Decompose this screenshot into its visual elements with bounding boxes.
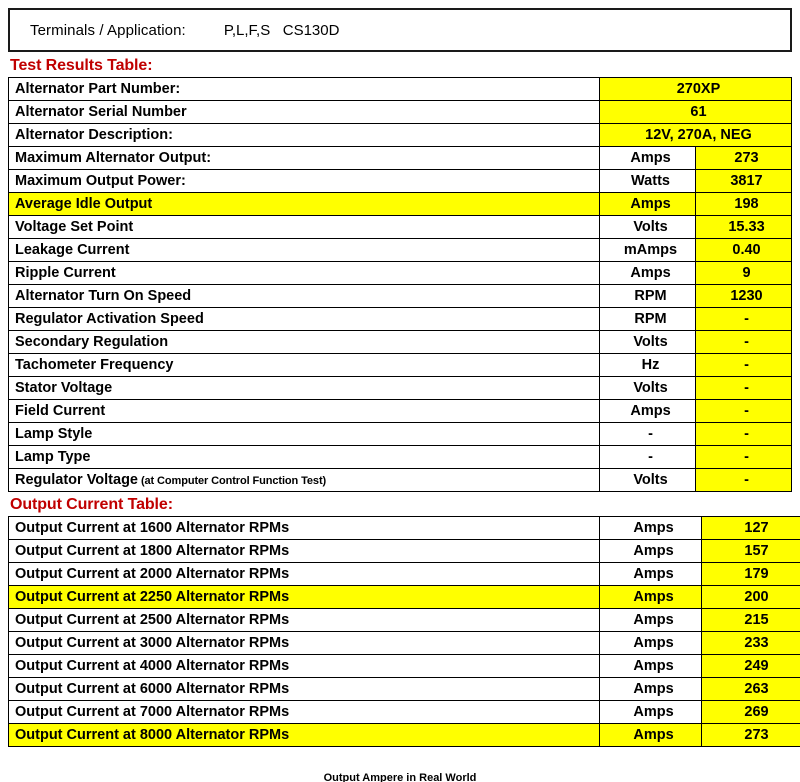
- row-value-cell: -: [696, 423, 792, 446]
- row-label-cell: [9, 147, 600, 170]
- report-page: [0, 8, 800, 778]
- row-label-cell: [9, 193, 600, 216]
- row-unit-cell: Volts: [600, 469, 696, 492]
- table-row: [9, 586, 800, 609]
- row-label-text: Output Current at 1600 Alternator RPMs: [15, 520, 289, 536]
- output-current-table-body: [9, 517, 800, 747]
- row-label-cell: [9, 655, 600, 678]
- row-value-cell: 0.40: [696, 239, 792, 262]
- row-value-cell: -: [696, 446, 792, 469]
- row-label-text: Ripple Current: [15, 265, 116, 281]
- row-value-cell: 198: [696, 193, 792, 216]
- table-row: [9, 423, 792, 446]
- table-row: [9, 170, 792, 193]
- row-label-text: Field Current: [15, 403, 105, 419]
- row-label-cell: [9, 354, 600, 377]
- row-value-cell: 61: [600, 101, 792, 124]
- row-label-text: Alternator Serial Number: [15, 104, 187, 120]
- row-unit-cell: Amps: [600, 517, 702, 540]
- row-label-text: Maximum Alternator Output:: [15, 150, 211, 166]
- row-label-cell: [9, 216, 600, 239]
- row-value-cell: 215: [702, 609, 800, 632]
- table-row: [9, 701, 800, 724]
- row-unit-cell: Watts: [600, 170, 696, 193]
- row-value-cell: 270XP: [600, 78, 792, 101]
- row-label-text: Regulator Activation Speed: [15, 311, 204, 327]
- row-label-text: Stator Voltage: [15, 380, 112, 396]
- row-unit-cell: Amps: [600, 655, 702, 678]
- row-label-cell: [9, 609, 600, 632]
- row-label-text: Tachometer Frequency: [15, 357, 173, 373]
- row-label-cell: [9, 678, 600, 701]
- row-label-cell: [9, 170, 600, 193]
- row-label-cell: [9, 262, 600, 285]
- row-label-text: Regulator Voltage: [15, 472, 138, 488]
- output-current-table: [8, 516, 800, 747]
- row-unit-cell: Amps: [600, 678, 702, 701]
- row-label-text: Output Current at 2000 Alternator RPMs: [15, 566, 289, 582]
- table-row: [9, 724, 800, 747]
- terminals-application-header: [8, 8, 792, 52]
- row-label-text: Secondary Regulation: [15, 334, 168, 350]
- row-unit-cell: Amps: [600, 724, 702, 747]
- row-label-cell: [9, 724, 600, 747]
- row-unit-cell: Amps: [600, 632, 702, 655]
- row-value-cell: 1230: [696, 285, 792, 308]
- row-label-cell: [9, 400, 600, 423]
- row-value-cell: 3817: [696, 170, 792, 193]
- table-row: [9, 239, 792, 262]
- row-label-cell: [9, 124, 600, 147]
- terminals-application-value: P,L,F,S CS130D: [224, 22, 340, 39]
- row-label-note: (at Computer Control Function Test): [138, 475, 326, 487]
- row-value-cell: 269: [702, 701, 800, 724]
- row-value-cell: 157: [702, 540, 800, 563]
- terminals-application-label: Terminals / Application:: [30, 22, 186, 39]
- row-label-cell: [9, 239, 600, 262]
- row-label-cell: [9, 377, 600, 400]
- bottom-caption: Output Ampere in Real World: [0, 772, 800, 782]
- row-label-text: Alternator Part Number:: [15, 81, 180, 97]
- table-row: [9, 308, 792, 331]
- row-label-text: Output Current at 4000 Alternator RPMs: [15, 658, 289, 674]
- table-row: [9, 147, 792, 170]
- table-row: [9, 354, 792, 377]
- row-label-cell: [9, 586, 600, 609]
- row-label-cell: [9, 540, 600, 563]
- table-row: [9, 216, 792, 239]
- row-label-text: Output Current at 3000 Alternator RPMs: [15, 635, 289, 651]
- row-label-cell: [9, 308, 600, 331]
- row-value-cell: 179: [702, 563, 800, 586]
- row-unit-cell: Amps: [600, 262, 696, 285]
- test-results-table: [8, 77, 792, 492]
- row-value-cell: 273: [696, 147, 792, 170]
- row-unit-cell: Amps: [600, 193, 696, 216]
- row-value-cell: -: [696, 354, 792, 377]
- row-unit-cell: Volts: [600, 377, 696, 400]
- row-label-text: Leakage Current: [15, 242, 129, 258]
- row-value-cell: 273: [702, 724, 800, 747]
- row-unit-cell: RPM: [600, 285, 696, 308]
- row-value-cell: 200: [702, 586, 800, 609]
- row-unit-cell: Amps: [600, 540, 702, 563]
- row-value-cell: 263: [702, 678, 800, 701]
- row-label-text: Alternator Turn On Speed: [15, 288, 191, 304]
- row-label-text: Alternator Description:: [15, 127, 173, 143]
- row-unit-cell: Amps: [600, 147, 696, 170]
- row-unit-cell: Volts: [600, 216, 696, 239]
- row-label-cell: [9, 423, 600, 446]
- row-label-text: Lamp Type: [15, 449, 90, 465]
- table-row: [9, 400, 792, 423]
- row-value-cell: 127: [702, 517, 800, 540]
- row-label-text: Output Current at 2250 Alternator RPMs: [15, 589, 289, 605]
- table-row: [9, 377, 792, 400]
- row-label-cell: [9, 101, 600, 124]
- row-label-text: Output Current at 1800 Alternator RPMs: [15, 543, 289, 559]
- row-label-cell: [9, 563, 600, 586]
- table-row: [9, 540, 800, 563]
- row-label-cell: [9, 632, 600, 655]
- row-label-text: Lamp Style: [15, 426, 92, 442]
- row-value-cell: -: [696, 377, 792, 400]
- test-results-table-body: [9, 78, 792, 492]
- row-label-cell: [9, 517, 600, 540]
- row-label-text: Average Idle Output: [15, 196, 152, 212]
- row-label-text: Output Current at 2500 Alternator RPMs: [15, 612, 289, 628]
- row-unit-cell: Amps: [600, 400, 696, 423]
- row-label-text: Output Current at 6000 Alternator RPMs: [15, 681, 289, 697]
- row-value-cell: -: [696, 469, 792, 492]
- table-row: [9, 655, 800, 678]
- table-row: [9, 446, 792, 469]
- table-row: [9, 517, 800, 540]
- row-value-cell: 249: [702, 655, 800, 678]
- row-label-cell: [9, 469, 600, 492]
- table-row: [9, 262, 792, 285]
- row-label-cell: [9, 446, 600, 469]
- row-unit-cell: -: [600, 423, 696, 446]
- row-unit-cell: Hz: [600, 354, 696, 377]
- table-row: [9, 78, 792, 101]
- row-unit-cell: -: [600, 446, 696, 469]
- row-value-cell: 15.33: [696, 216, 792, 239]
- row-unit-cell: mAmps: [600, 239, 696, 262]
- row-label-cell: [9, 701, 600, 724]
- row-unit-cell: Volts: [600, 331, 696, 354]
- table-row: [9, 101, 792, 124]
- row-value-cell: 9: [696, 262, 792, 285]
- row-label-text: Output Current at 8000 Alternator RPMs: [15, 727, 289, 743]
- test-results-table-heading: Test Results Table:: [8, 52, 792, 77]
- row-value-cell: -: [696, 400, 792, 423]
- row-label-text: Output Current at 7000 Alternator RPMs: [15, 704, 289, 720]
- output-current-table-heading: Output Current Table:: [8, 492, 792, 516]
- row-label-cell: [9, 285, 600, 308]
- table-row: [9, 632, 800, 655]
- row-label-text: Maximum Output Power:: [15, 173, 186, 189]
- row-value-cell: 233: [702, 632, 800, 655]
- table-row: [9, 609, 800, 632]
- row-value-cell: 12V, 270A, NEG: [600, 124, 792, 147]
- row-value-cell: -: [696, 308, 792, 331]
- table-row: [9, 678, 800, 701]
- table-row: [9, 331, 792, 354]
- row-label-text: Voltage Set Point: [15, 219, 133, 235]
- row-unit-cell: Amps: [600, 586, 702, 609]
- row-unit-cell: Amps: [600, 563, 702, 586]
- table-row: [9, 469, 792, 492]
- table-row: [9, 124, 792, 147]
- table-row: [9, 563, 800, 586]
- row-unit-cell: RPM: [600, 308, 696, 331]
- table-row: [9, 285, 792, 308]
- row-value-cell: -: [696, 331, 792, 354]
- row-unit-cell: Amps: [600, 609, 702, 632]
- row-label-cell: [9, 78, 600, 101]
- row-unit-cell: Amps: [600, 701, 702, 724]
- table-row: [9, 193, 792, 216]
- row-label-cell: [9, 331, 600, 354]
